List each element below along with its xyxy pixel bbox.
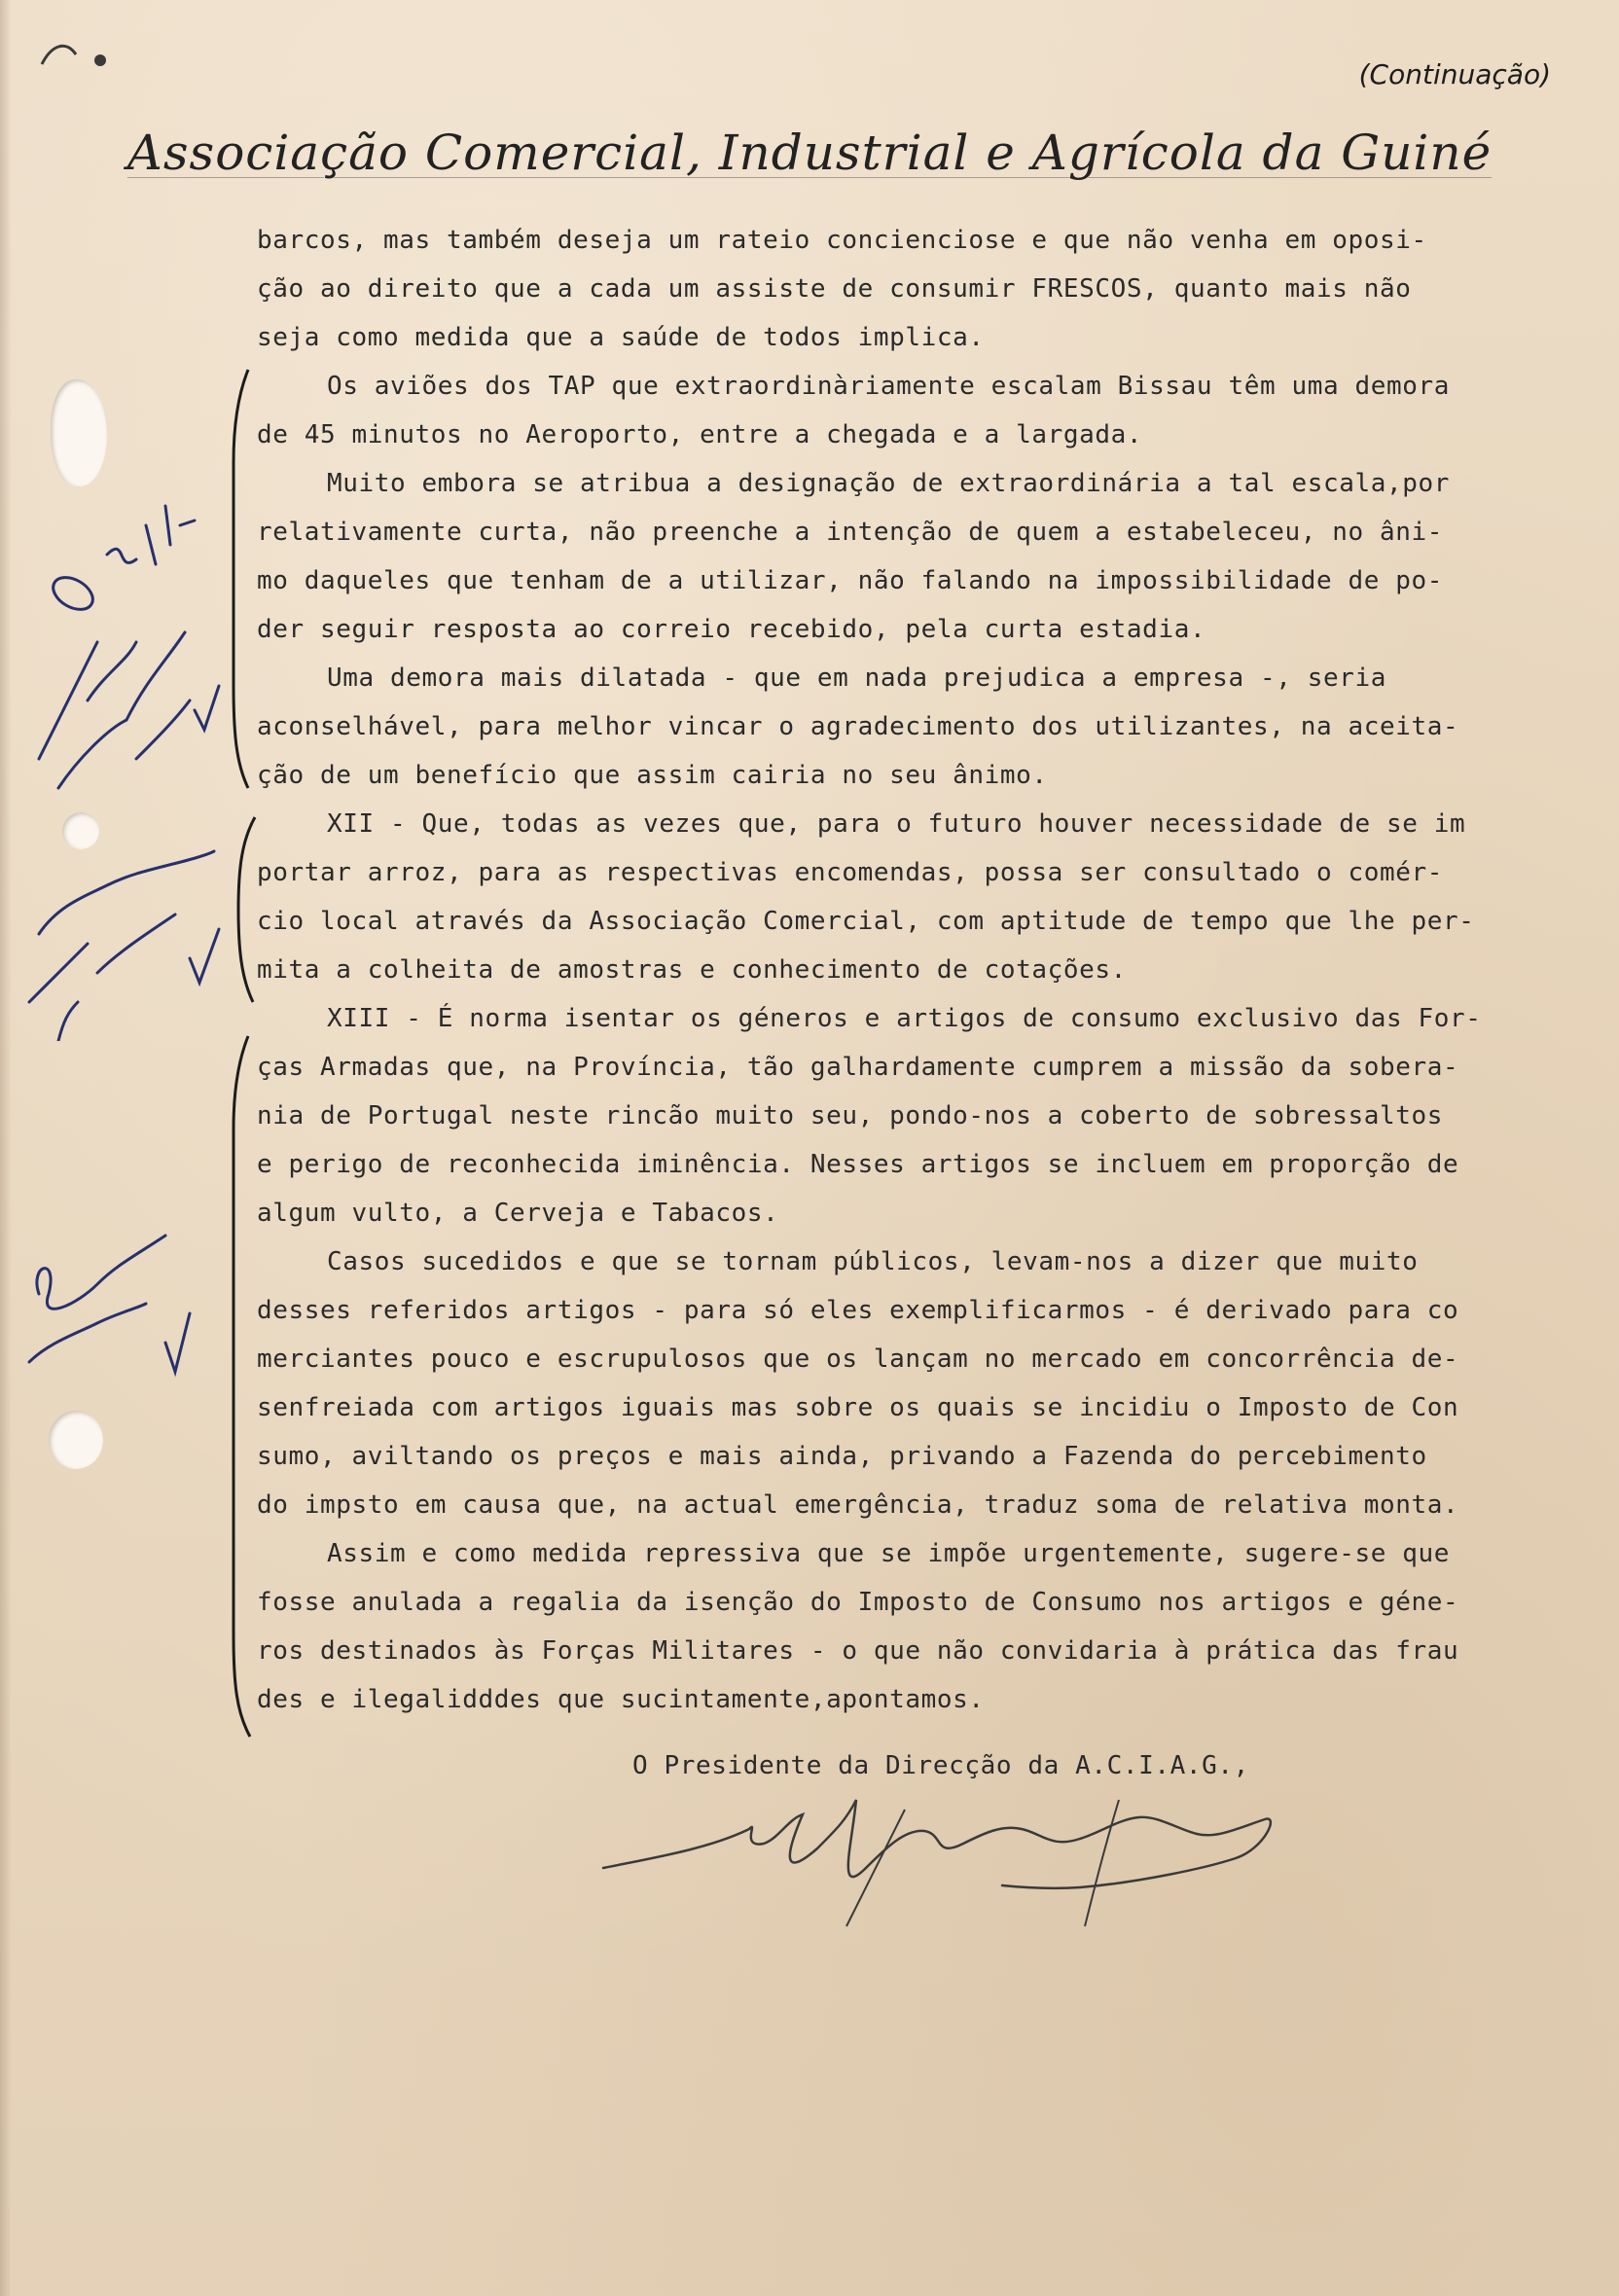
letter-body [257, 216, 1600, 1724]
punch-hole-bottom [49, 1411, 103, 1469]
text-line: der seguir resposta ao correio recebido, pela curta estadia. [257, 615, 1206, 644]
text-line: cio local através da Associação Comercial, com aptitude de tempo que lhe per- [257, 907, 1475, 936]
text-line: Uma demora mais dilatada - que em nada prejudica a empresa -, seria [327, 664, 1386, 693]
margin-annotation-3 [10, 1216, 224, 1411]
text-line: algum vulto, a Cerveja e Tabacos. [257, 1199, 779, 1228]
text-line: XIII - É norma isentar os géneros e artigos de consumo exclusivo das For- [327, 1004, 1482, 1033]
text-line: portar arroz, para as respectivas encomendas, possa ser consultado o comér- [257, 858, 1443, 887]
text-line: barcos, mas também deseja um rateio concienciose e que não venha em oposi- [257, 226, 1427, 255]
text-line: Assim e como medida repressiva que se impõe urgentemente, sugere-se que [327, 1539, 1450, 1568]
margin-annotation-2 [19, 846, 243, 1041]
text-line: Os aviões dos TAP que extraordinàriamente escalam Bissau têm uma demora [327, 372, 1450, 401]
text-line: ção de um benefício que assim cairia no seu ânimo. [257, 761, 1048, 790]
margin-bracket-3 [219, 1031, 258, 1741]
text-line: desses referidos artigos - para só eles exemplificarmos - é derivado para co [257, 1296, 1459, 1325]
corner-ink-mark [37, 35, 125, 84]
text-line: merciantes pouco e escrupulosos que os lançam no mercado em concorrência de- [257, 1345, 1459, 1374]
punch-hole-middle [62, 812, 99, 849]
letterhead-title [0, 125, 1619, 181]
text-line: seja como medida que a saúde de todos implica. [257, 323, 985, 352]
text-line: ros destinados às Forças Militares - o que não convidaria à prática das frau [257, 1636, 1459, 1666]
text-line: nia de Portugal neste rincão muito seu, pondo-nos a coberto de sobressaltos [257, 1101, 1443, 1130]
text-line: e perigo de reconhecida iminência. Nesses artigos se incluem em proporção de [257, 1150, 1459, 1179]
text-line: ção ao direito que a cada um assiste de consumir FRESCOS, quanto mais não [257, 274, 1412, 304]
text-line: XII - Que, todas as vezes que, para o futuro houver necessidade de se im [327, 809, 1466, 839]
continuation-label: (Continuação) [1358, 58, 1551, 90]
text-line: senfreiada com artigos iguais mas sobre os quais se incidiu o Imposto de Con [257, 1393, 1459, 1422]
signature-title: O Presidente da Direcção da A.C.I.A.G., [632, 1751, 1249, 1780]
text-line: mita a colheita de amostras e conhecimento de cotações. [257, 955, 1127, 985]
handwritten-signature [594, 1790, 1294, 1936]
text-line: de 45 minutos no Aeroporto, entre a chegada e a largada. [257, 420, 1143, 449]
text-line: des e ilegalidddes que sucintamente,apontamos. [257, 1685, 985, 1714]
text-line: sumo, aviltando os preços e mais ainda, privando a Fazenda do percebimento [257, 1442, 1427, 1471]
letterhead-text: Associação Comercial, Industrial e Agrícola da Guiné [126, 125, 1493, 181]
margin-annotation-1 [19, 467, 224, 817]
text-line: Casos sucedidos e que se tornam públicos, levam-nos a dizer que muito [327, 1247, 1419, 1276]
text-line: do impsto em causa que, na actual emergência, traduz soma de relativa monta. [257, 1490, 1459, 1520]
page-edge-shadow [0, 0, 12, 2296]
text-line: Muito embora se atribua a designação de extraordinária a tal escala,por [327, 469, 1450, 498]
text-line: fosse anulada a regalia da isenção do Imposto de Consumo nos artigos e géne- [257, 1588, 1459, 1617]
text-line: mo daqueles que tenham de a utilizar, não falando na impossibilidade de po- [257, 566, 1443, 595]
text-line: relativamente curta, não preenche a intenção de quem a estabeleceu, no âni- [257, 518, 1443, 547]
text-line: aconselhável, para melhor vincar o agradecimento dos utilizantes, na aceita- [257, 712, 1459, 741]
margin-bracket-1 [219, 365, 258, 793]
text-line: ças Armadas que, na Província, tão galhardamente cumprem a missão da sobera- [257, 1053, 1459, 1082]
